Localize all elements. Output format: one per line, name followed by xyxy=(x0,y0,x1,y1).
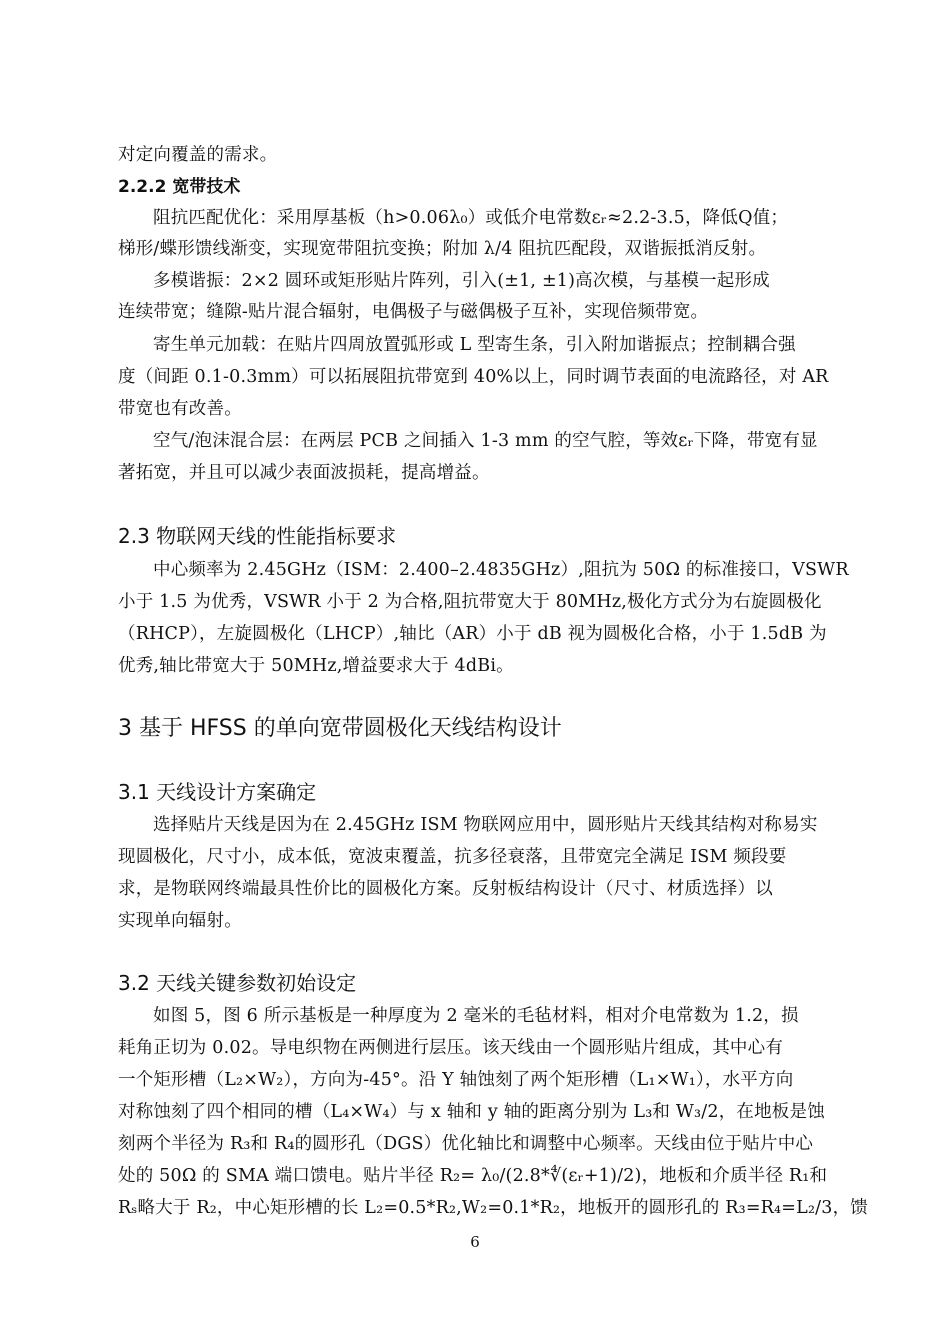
paragraph-line: 一个矩形槽（L₂×W₂），方向为-45°。沿 Y 轴蚀刻了两个矩形槽（L₁×W₁），水平方向 xyxy=(118,1070,794,1090)
paragraph-line: 如图 5，图 6 所示基板是一种厚度为 2 毫米的毛毡材料，相对介电常数为 1.2，损 xyxy=(153,1006,799,1026)
section-heading-3-2: 3.2 天线关键参数初始设定 xyxy=(118,971,357,995)
paragraph-line: 选择贴片天线是因为在 2.45GHz ISM 物联网应用中，圆形贴片天线其结构对称易实 xyxy=(153,815,818,835)
chapter-heading-3: 3 基于 HFSS 的单向宽带圆极化天线结构设计 xyxy=(118,716,562,741)
paragraph-line: 实现单向辐射。 xyxy=(118,911,242,931)
paragraph-line: （RHCP），左旋圆极化（LHCP）,轴比（AR）小于 dB 视为圆极化合格，小于 1.5dB 为 xyxy=(118,624,827,644)
page-number: 6 xyxy=(470,1233,480,1251)
paragraph-line: 刻两个半径为 R₃和 R₄的圆形孔（DGS）优化轴比和调整中心频率。天线由位于贴片中心 xyxy=(118,1134,814,1154)
paragraph-line: 著拓宽，并且可以减少表面波损耗，提高增益。 xyxy=(118,463,490,483)
section-heading-2-2-2: 2.2.2 宽带技术 xyxy=(118,177,241,197)
section-heading-2-3: 2.3 物联网天线的性能指标要求 xyxy=(118,524,397,548)
paragraph-line: 现圆极化，尺寸小，成本低，宽波束覆盖，抗多径衰落，且带宽完全满足 ISM 频段要 xyxy=(118,847,787,867)
paragraph-line: 寄生单元加载：在贴片四周放置弧形或 L 型寄生条，引入附加谐振点；控制耦合强 xyxy=(153,335,796,355)
paragraph-line: 中心频率为 2.45GHz（ISM：2.400–2.4835GHz）,阻抗为 50Ω 的标准接口，VSWR xyxy=(153,560,849,580)
paragraph-line: 多模谐振：2×2 圆环或矩形贴片阵列，引入(±1, ±1)高次模，与基模一起形成 xyxy=(153,271,770,291)
paragraph-line: 度（间距 0.1-0.3mm）可以拓展阻抗带宽到 40%以上，同时调节表面的电流路径，对 AR xyxy=(118,367,829,387)
paragraph-line: 优秀,轴比带宽大于 50MHz,增益要求大于 4dBi。 xyxy=(118,656,514,676)
paragraph-line: 小于 1.5 为优秀，VSWR 小于 2 为合格,阻抗带宽大于 80MHz,极化方式分为右旋圆极化 xyxy=(118,592,822,612)
paragraph-line: 连续带宽；缝隙-贴片混合辐射，电偶极子与磁偶极子互补，实现倍频带宽。 xyxy=(118,302,709,322)
paragraph-line: 耗角正切为 0.02。导电织物在两侧进行层压。该天线由一个圆形贴片组成，其中心有 xyxy=(118,1038,784,1058)
paragraph-line: 求，是物联网终端最具性价比的圆极化方案。反射板结构设计（尺寸、材质选择）以 xyxy=(118,879,773,899)
paragraph-line: 空气/泡沫混合层：在两层 PCB 之间插入 1-3 mm 的空气腔，等效εᵣ下降，带宽有显 xyxy=(153,431,818,451)
paragraph-line: 对称蚀刻了四个相同的槽（L₄×W₄）与 x 轴和 y 轴的距离分别为 L₃和 W₃/2，在地板是蚀 xyxy=(118,1102,825,1122)
paragraph-line: 处的 50Ω 的 SMA 端口馈电。贴片半径 R₂= λ₀/(2.8*∜(εᵣ+1)/2)，地板和介质半径 R₁和 xyxy=(118,1166,828,1186)
paragraph-line: 阻抗匹配优化：采用厚基板（h>0.06λ₀）或低介电常数εᵣ≈2.2-3.5，降低Q值； xyxy=(153,208,789,228)
paragraph-line: 带宽也有改善。 xyxy=(118,399,242,419)
section-heading-3-1: 3.1 天线设计方案确定 xyxy=(118,780,317,804)
paragraph-line: 梯形/蝶形馈线渐变，实现宽带阻抗变换；附加 λ/4 阻抗匹配段，双谐振抵消反射。 xyxy=(118,239,767,259)
paragraph-line: 对定向覆盖的需求。 xyxy=(118,145,278,165)
paragraph-line: Rₛ略大于 R₂，中心矩形槽的长 L₂=0.5*R₂,W₂=0.1*R₂，地板开的圆形孔的 R₃=R₄=L₂/3，馈 xyxy=(118,1198,868,1218)
